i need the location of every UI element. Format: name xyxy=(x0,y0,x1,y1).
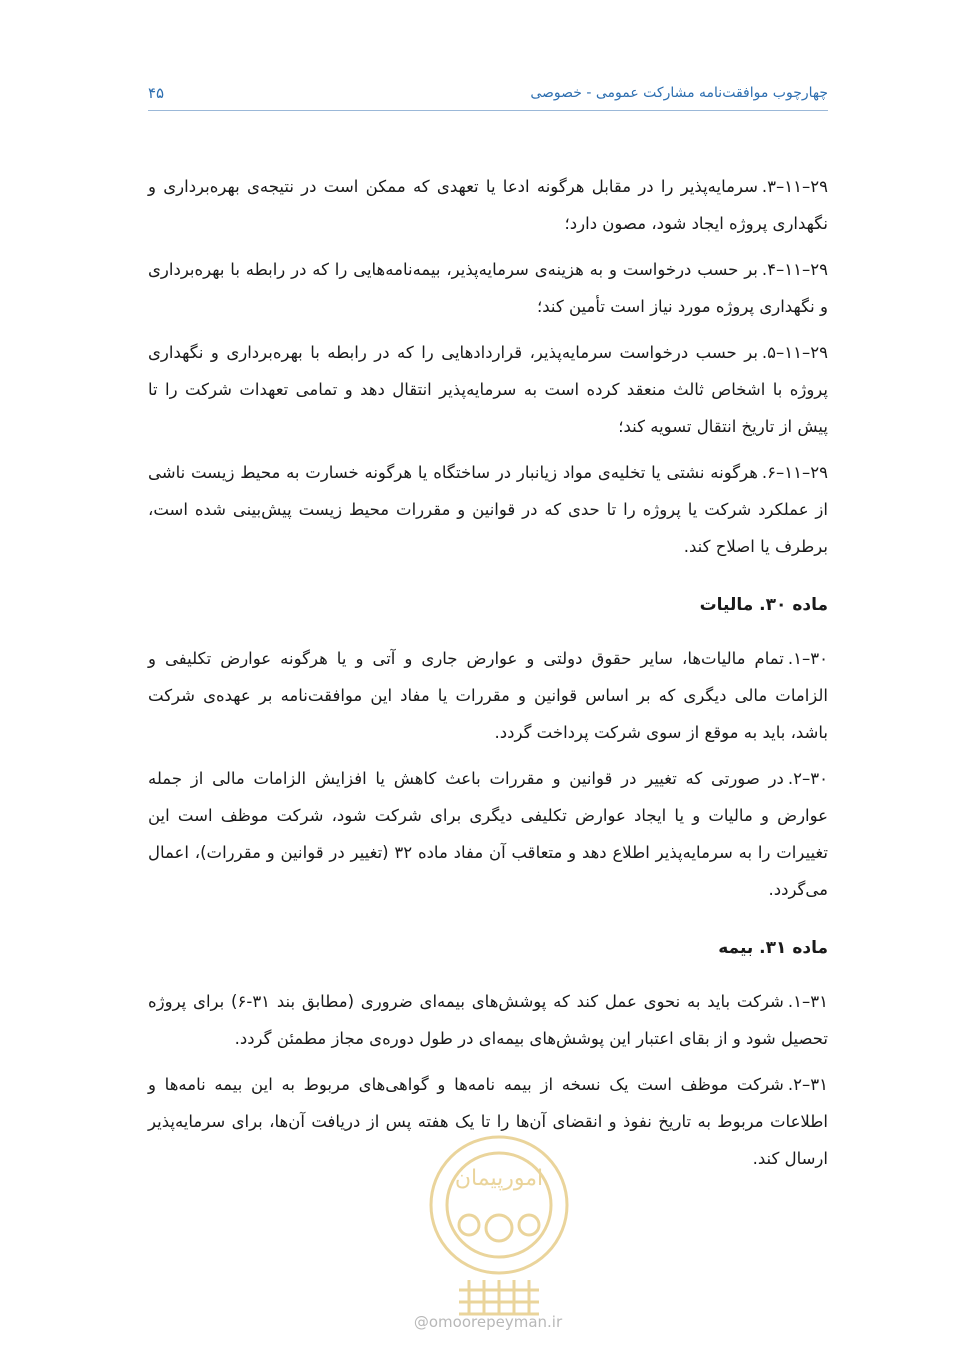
page-body xyxy=(148,168,828,1186)
paragraph xyxy=(148,983,828,1057)
paragraph xyxy=(148,454,828,565)
watermark-url: @omoorepeyman.ir xyxy=(413,1313,563,1331)
clause-number: ۲۹–۱۱–۳. xyxy=(761,177,828,196)
seal-logo-icon xyxy=(424,1130,574,1320)
clause-number: ۳۰–۲. xyxy=(787,769,828,788)
clause-text: شرکت موظف است یک نسخه از بیمه نامه‌ها و گواهی‌های مربوط به این بیمه نامه‌ها و اطلاعات مربوط به تاریخ نفوذ و انقضای آن‌ها را تا یک هفته پس از دریافت آن‌ها، برای سرمایه‌پذیر ارسال کند. xyxy=(148,1075,828,1168)
clause-number: ۲۹–۱۱–۴. xyxy=(761,260,828,279)
clause-number: ۳۱–۲. xyxy=(787,1075,828,1094)
seal-text: امورپیمان xyxy=(454,1166,544,1191)
paragraph xyxy=(148,334,828,445)
clause-text: سرمایه‌پذیر را در مقابل هرگونه ادعا یا تعهدی که ممکن است در نتیجه‌ی بهره‌برداری و نگهداری پروژه ایجاد شود، مصون دارد؛ xyxy=(148,177,828,233)
paragraph xyxy=(148,168,828,242)
paragraph xyxy=(148,640,828,751)
clause-text: تمام مالیات‌ها، سایر حقوق دولتی و عوارض جاری و آتی و یا هرگونه عوارض تکلیفی و الزامات مالی دیگری که بر اساس قوانین و مقررات یا مفاد این موافقت‌نامه بر عهده‌ی شرکت باشد، باید به موقع از سوی شرکت پرداخت گردد. xyxy=(148,649,828,742)
page-header xyxy=(148,82,828,111)
page-number: ۴۵ xyxy=(148,84,165,102)
clause-number: ۲۹–۱۱–۵. xyxy=(761,343,828,362)
clause-number: ۲۹–۱۱–۶. xyxy=(761,463,828,482)
clause-number: ۳۰–۱. xyxy=(787,649,828,668)
header-title: چهارچوب موافقت‌نامه مشارکت عمومی - خصوصی xyxy=(530,85,828,101)
paragraph xyxy=(148,760,828,908)
clause-text: شرکت باید به نحوی عمل کند که پوشش‌های بیمه‌ای ضروری (مطابق بند ۳۱-۶) برای پروژه تحصیل شود و از بقای اعتبار این پوشش‌های بیمه‌ای در طول دوره‌ی مجاز مطمئن گردد. xyxy=(148,992,828,1048)
clause-text: هرگونه نشتی یا تخلیه‌ی مواد زیانبار در ساختگاه یا هرگونه خسارت به محیط زیست ناشی از عملکرد شرکت یا پروژه را تا حدی که در قوانین و مقررات محیط زیست پیش‌بینی شده است، برطرف یا اصلاح کند. xyxy=(148,463,828,556)
clause-text: بر حسب درخواست و به هزینه‌ی سرمایه‌پذیر، بیمه‌نامه‌هایی را که در رابطه با بهره‌برداری و نگهداری پروژه مورد نیاز است تأمین کند؛ xyxy=(148,260,828,316)
clause-text: بر حسب درخواست سرمایه‌پذیر، قراردادهایی را که در رابطه با بهره‌برداری و نگهداری پروژه با اشخاص ثالث منعقد کرده است به سرمایه‌پذیر انتقال دهد و تمامی تعهدات شرکت را تا پیش از تاریخ انتقال تسویه کند؛ xyxy=(148,343,828,436)
clause-text: در صورتی که تغییر در قوانین و مقررات باعث کاهش یا افزایش الزامات مالی از جمله عوارض و مالیات و یا ایجاد عوارض تکلیفی دیگری برای شرکت شود، شرکت موظف است این تغییرات را به سرمایه‌پذیر اطلاع دهد و متعاقب آن مفاد ماده ۳۲ (تغییر در قوانین و مقررات)، اعمال می‌گردد. xyxy=(148,769,828,899)
clause-number: ۳۱–۱. xyxy=(787,992,828,1011)
section-heading: ماده ۳۰. مالیات xyxy=(699,595,828,615)
section-heading: ماده ۳۱. بیمه xyxy=(718,938,828,958)
paragraph xyxy=(148,251,828,325)
